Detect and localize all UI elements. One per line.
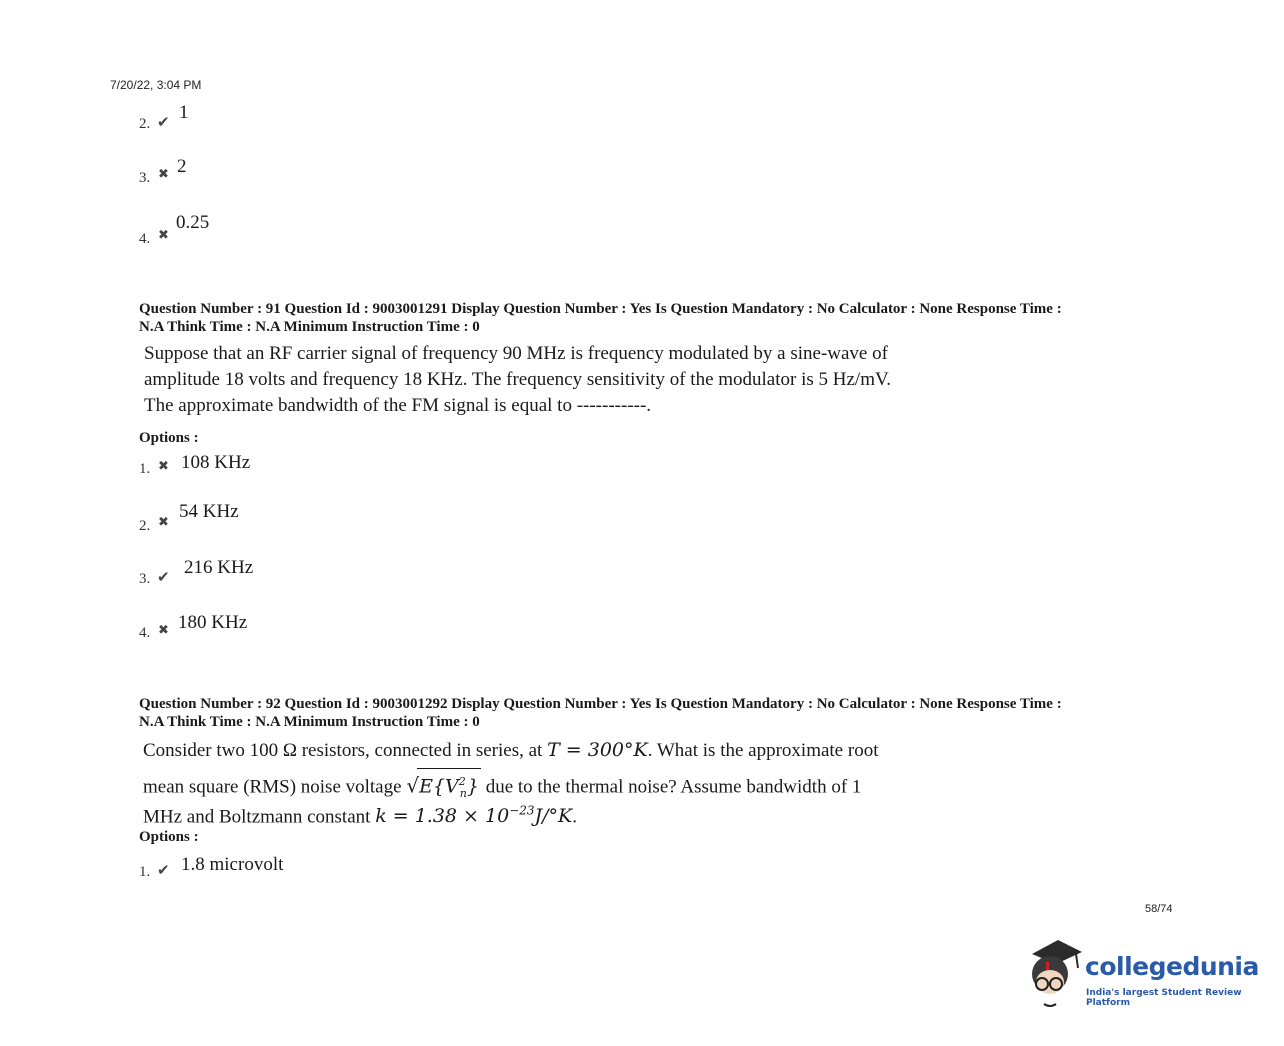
option-number: 2.: [139, 518, 151, 534]
cross-icon: ✖: [158, 459, 169, 474]
question-text-line: Suppose that an RF carrier signal of frequency 90 MHz is frequency modulated by a sine-wave of: [144, 343, 888, 364]
question-text-line: MHz and Boltzmann constant $k = 1.38 \times 10^{-23}J/^\circ K$.: [143, 804, 577, 828]
question-meta-line: Question Number : 91 Question Id : 9003001291 Display Question Number : Yes Is Question Mandatory : No Calculator : None Response Time :: [139, 301, 1062, 317]
checkmark-icon: ✔: [157, 861, 170, 879]
question-text: [143, 737, 963, 830]
logo-tagline: India's largest Student Review Platform: [1086, 988, 1242, 1008]
question-text-line: amplitude 18 volts and frequency 18 KHz. The frequency sensitivity of the modulator is 5 Hz/mV.: [144, 369, 892, 390]
option-text: 1.8 microvolt: [181, 854, 284, 875]
question-text-line: The approximate bandwidth of the FM signal is equal to -----------.: [144, 395, 652, 416]
option-number: 3.: [139, 571, 151, 587]
cross-icon: ✖: [158, 228, 169, 243]
sqrt-symbol: √: [406, 773, 420, 798]
question-text-line: mean square (RMS) noise voltage $√E\{V^2_n\}$ due to the thermal noise? Assume bandwidth of 1: [143, 765, 963, 798]
page-number: 58/74: [1145, 903, 1173, 915]
question-meta-line: N.A Think Time : N.A Minimum Instruction Time : 0: [139, 319, 480, 335]
option-number: 1.: [139, 864, 151, 880]
option-text: 2: [177, 156, 187, 177]
cross-icon: ✖: [158, 167, 169, 182]
checkmark-icon: ✔: [157, 113, 170, 131]
question-text: [144, 341, 964, 419]
math-expression: T = 300°K: [547, 739, 648, 761]
option-number: 3.: [139, 170, 151, 186]
option-number: 1.: [139, 461, 151, 477]
option-text: 180 KHz: [178, 612, 248, 633]
logo-wordmark: collegedunia: [1085, 952, 1259, 981]
cross-icon: ✖: [158, 515, 169, 530]
question-text-line: Consider two 100 Ω resistors, connected in series, at T = 300°K. What is the approximate root: [143, 739, 879, 761]
option-text: 0.25: [176, 212, 210, 233]
option-text: 108 KHz: [181, 452, 251, 473]
cross-icon: ✖: [158, 623, 169, 638]
question-meta-line: N.A Think Time : N.A Minimum Instruction Time : 0: [139, 714, 480, 730]
math-expression: $E\{V^2_n\}$: [417, 768, 481, 807]
option-text: 1: [179, 102, 189, 123]
option-number: 2.: [139, 116, 151, 132]
logo-mascot-icon: [1024, 938, 1086, 1008]
question-meta-line: Question Number : 92 Question Id : 9003001292 Display Question Number : Yes Is Question Mandatory : No Calculator : None Response Time :: [139, 696, 1062, 712]
math-expression: $k = 1.38 \times 10^{-23}J/^\circ K$: [375, 804, 573, 828]
checkmark-icon: ✔: [157, 568, 170, 586]
options-label: Options :: [139, 430, 199, 446]
option-number: 4.: [139, 231, 151, 247]
option-number: 4.: [139, 625, 151, 641]
option-text: 216 KHz: [184, 557, 254, 578]
options-label: Options :: [139, 829, 199, 845]
option-text: 54 KHz: [179, 501, 239, 522]
print-timestamp: 7/20/22, 3:04 PM: [110, 78, 202, 92]
